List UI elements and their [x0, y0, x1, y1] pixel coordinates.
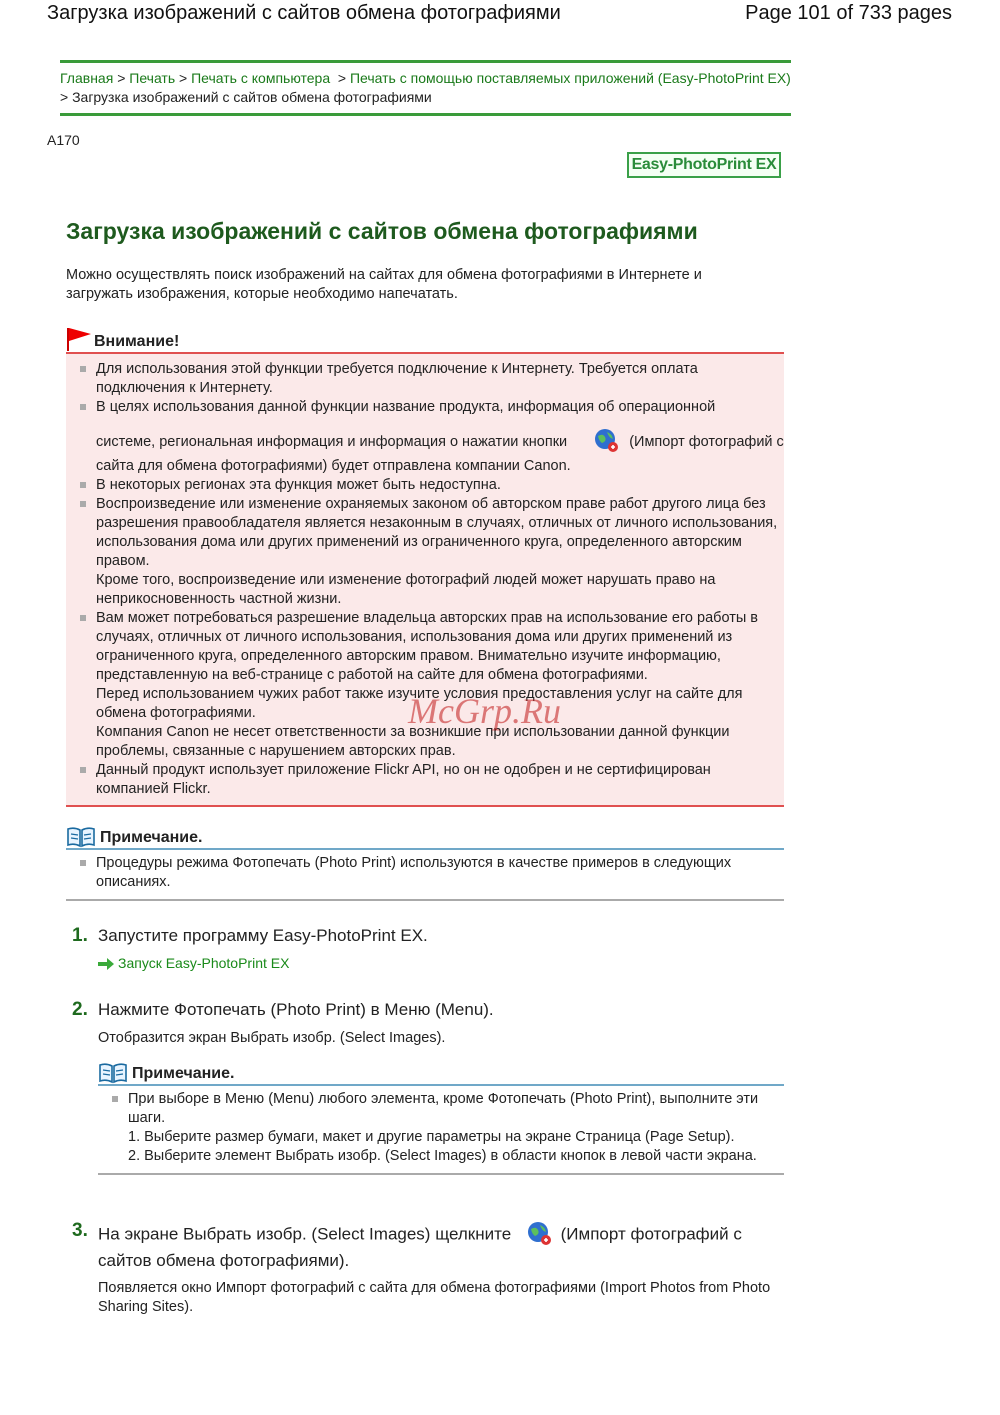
- step-number: 2.: [72, 999, 88, 1020]
- breadcrumb-current: Загрузка изображений с сайтов обмена фотографиями: [72, 89, 432, 105]
- list-item-text: Вам может потребоваться разрешение владельца авторских прав на использование его работы в случаях, отличных от личного использования, использования дома или других применений из ограниченного круга, определенного авторским правом. Внимательно изучите информацию, представленную на веб-странице с работой на сайте для обмена фотографиями.: [96, 610, 758, 683]
- breadcrumb-supplied-apps[interactable]: Печать с помощью поставляемых приложений (Easy-PhotoPrint EX): [349, 70, 791, 86]
- import-photos-icon: [526, 1220, 552, 1246]
- attention-section: [66, 324, 784, 807]
- step-text: Запустите программу Easy-PhotoPrint EX.: [98, 926, 428, 945]
- easy-photoprint-badge: Easy-PhotoPrint EX: [627, 152, 781, 178]
- list-item-text: системе, региональная информация и информация о нажатии кнопки: [96, 433, 568, 450]
- list-item-text: 2. Выберите элемент Выбрать изобр. (Select Images) в области кнопок в левой части экрана.: [128, 1148, 757, 1164]
- breadcrumb-separator: >: [179, 70, 188, 86]
- list-item-text: Перед использованием чужих работ также изучите условия предоставления услуг на сайте для обмена фотографиями.: [96, 686, 743, 721]
- step-description: Отобразится экран Выбрать изобр. (Select Images).: [98, 1030, 446, 1046]
- list-item: В некоторых регионах эта функция может быть недоступна.: [66, 476, 784, 495]
- breadcrumb-print[interactable]: Печать: [129, 70, 176, 86]
- step-3: [66, 1220, 786, 1317]
- breadcrumb-separator: >: [117, 70, 126, 86]
- breadcrumb-separator: >: [60, 89, 69, 105]
- page-counter: Page 101 of 733 pages: [745, 2, 952, 24]
- list-item-text: (Импорт фотографий с сайта для обмена фотографиями) будет отправлена компании Canon.: [96, 433, 784, 474]
- step-text-part: На экране Выбрать изобр. (Select Images) щелкните: [98, 1224, 512, 1244]
- list-item: [66, 609, 784, 761]
- note-title: Примечание.: [132, 1065, 235, 1082]
- attention-title: Внимание!: [94, 333, 180, 350]
- breadcrumb-print-from-computer[interactable]: Печать с компьютера: [191, 70, 331, 86]
- step-1: [66, 925, 786, 974]
- model-code: A170: [47, 132, 80, 148]
- list-item-text: Компания Canon не несет ответственности за возникшие при использовании данной функции проблемы, связанные с нарушением авторских прав.: [96, 724, 730, 759]
- step-2: [66, 999, 786, 1048]
- step-text: [98, 1220, 786, 1271]
- page-title: Загрузка изображений с сайтов обмена фотографиями: [66, 218, 698, 244]
- step-description: Появляется окно Импорт фотографий с сайта для обмена фотографиями (Import Photos from Photo Sharing Sites).: [98, 1280, 771, 1315]
- list-item: Для использования этой функции требуется подключение к Интернету. Требуется оплата подключения к Интернету.: [66, 360, 784, 398]
- watermark: McGrp.Ru: [408, 691, 561, 731]
- list-item: [66, 398, 784, 476]
- list-item-text: В целях использования данной функции название продукта, информация об операционной: [96, 399, 716, 415]
- step-text-part: (Импорт фотографий с сайтов обмена фотографиями).: [98, 1224, 742, 1270]
- step-number: 1.: [72, 925, 88, 946]
- red-flag-icon: [66, 326, 92, 352]
- list-item-text: Кроме того, воспроизведение или изменение фотографий людей может нарушать право на неприкосновенность частной жизни.: [96, 572, 716, 607]
- document-title: Загрузка изображений с сайтов обмена фотографиями: [47, 2, 561, 24]
- breadcrumb-separator: >: [337, 70, 347, 86]
- step-number: 3.: [72, 1220, 88, 1241]
- intro-text: Можно осуществлять поиск изображений на сайтах для обмена фотографиями в Интернете и загружать изображения, которые необходимо напечатать.: [66, 267, 702, 302]
- note-title: Примечание.: [100, 829, 203, 846]
- book-icon: [66, 826, 96, 848]
- arrow-right-icon: [98, 958, 114, 970]
- list-item: Процедуры режима Фотопечать (Photo Print) используются в качестве примеров в следующих описаниях.: [66, 854, 784, 892]
- breadcrumb: [60, 60, 791, 116]
- list-item-text: Воспроизведение или изменение охраняемых законом об авторском праве работ другого лица без разрешения правообладателя является незаконным в случаях, отличных от личного использования, использования дома или других применений из ограниченного круга, определенного авторским правом.: [96, 496, 778, 569]
- book-icon: [98, 1062, 128, 1084]
- step-text: Нажмите Фотопечать (Photo Print) в Меню (Menu).: [98, 1000, 494, 1019]
- list-item: Данный продукт использует приложение Flickr API, но он не одобрен и не сертифицирован компанией Flickr.: [66, 761, 784, 799]
- note-section: [66, 822, 784, 901]
- list-item-text: При выборе в Меню (Menu) любого элемента, кроме Фотопечать (Photo Print), выполните эти шаги.: [128, 1091, 759, 1126]
- launch-easy-photoprint-link[interactable]: Запуск Easy-PhotoPrint EX: [118, 955, 290, 971]
- list-item-text: 1. Выберите размер бумаги, макет и другие параметры на экране Страница (Page Setup).: [128, 1129, 735, 1145]
- breadcrumb-home[interactable]: Главная: [60, 70, 114, 86]
- note-section: [98, 1058, 784, 1175]
- list-item: [66, 495, 784, 609]
- list-item: [98, 1090, 784, 1166]
- import-photos-icon: [593, 427, 619, 453]
